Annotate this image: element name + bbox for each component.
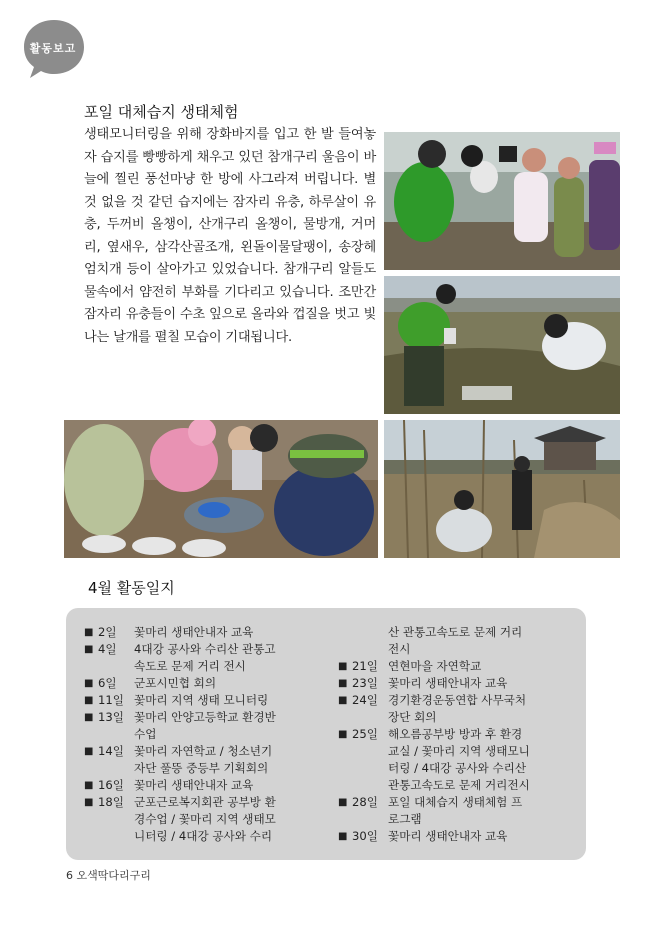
log-entry (338, 760, 574, 777)
log-entry (84, 811, 320, 828)
log-text: 군포시민협 회의 (134, 676, 217, 690)
bullet-icon (84, 726, 98, 743)
log-day: 25일 (352, 727, 378, 741)
log-day (98, 658, 134, 675)
log-day: 30일 (352, 829, 378, 843)
log-day (98, 828, 134, 845)
bullet-icon (338, 709, 352, 726)
photo-children-observing (384, 132, 620, 270)
log-entry (338, 726, 574, 743)
log-text: 전시 (388, 642, 411, 656)
log-day: 4일 (98, 642, 117, 656)
photo-wetland-pavilion (384, 420, 620, 558)
log-column-right (338, 624, 574, 845)
log-entry (338, 709, 574, 726)
bullet-icon (84, 658, 98, 675)
log-day (98, 726, 134, 743)
bullet-icon: ■ (338, 797, 348, 808)
bullet-icon: ■ (84, 678, 94, 689)
log-text: 꽃마리 지역 생태 모니터링 (134, 693, 269, 707)
log-entry (84, 658, 320, 675)
log-day (352, 709, 388, 726)
log-entry (84, 624, 320, 641)
bullet-icon (84, 811, 98, 828)
log-text: 교실 / 꽃마리 지역 생태모니 (388, 744, 530, 758)
log-day: 14일 (98, 744, 124, 758)
log-text: 수업 (134, 727, 157, 741)
log-day: 28일 (352, 795, 378, 809)
log-text: 꽃마리 안양고등학교 환경반 (134, 710, 276, 724)
log-entry (84, 709, 320, 726)
bullet-icon: ■ (84, 780, 94, 791)
log-day (352, 777, 388, 794)
log-day (98, 811, 134, 828)
log-text: 해오름공부방 방과 후 환경 (388, 727, 523, 741)
bullet-icon: ■ (84, 797, 94, 808)
bullet-icon: ■ (84, 627, 94, 638)
log-day: 16일 (98, 778, 124, 792)
activity-log-box (66, 608, 586, 860)
log-entry (84, 828, 320, 845)
bullet-icon: ■ (84, 746, 94, 757)
log-entry (84, 641, 320, 658)
log-day (352, 760, 388, 777)
bullet-icon: ■ (338, 678, 348, 689)
bullet-icon (338, 743, 352, 760)
bullet-icon (338, 624, 352, 641)
log-entry (84, 726, 320, 743)
log-text: 속도로 문제 거리 전시 (134, 659, 246, 673)
log-entry (338, 828, 574, 845)
log-day (352, 624, 388, 641)
log-entry (84, 777, 320, 794)
badge-label: 활동보고 (29, 42, 77, 55)
log-entry (84, 794, 320, 811)
bullet-icon (338, 760, 352, 777)
log-entry (84, 692, 320, 709)
log-entry (338, 641, 574, 658)
log-text: 연현마을 자연학교 (388, 659, 482, 673)
log-entry (84, 760, 320, 777)
log-day: 23일 (352, 676, 378, 690)
bullet-icon: ■ (338, 695, 348, 706)
log-day: 24일 (352, 693, 378, 707)
log-text: 자단 풀뜽 중등부 기획회의 (134, 761, 269, 775)
log-day: 2일 (98, 625, 117, 639)
bullet-icon: ■ (84, 695, 94, 706)
log-text: 터링 / 4대강 공사와 수리산 (388, 761, 527, 775)
bullet-icon: ■ (338, 729, 348, 740)
log-day: 11일 (98, 693, 124, 707)
bullet-icon: ■ (84, 644, 94, 655)
log-day (352, 811, 388, 828)
log-text: 장단 회의 (388, 710, 437, 724)
log-title: 4월 활동일지 (88, 579, 175, 597)
article-title: 포일 대체습지 생태체험 (84, 103, 239, 121)
log-entry (84, 675, 320, 692)
log-entry (338, 692, 574, 709)
log-text: 경기환경운동연합 사무국처 (388, 693, 527, 707)
log-entry (338, 743, 574, 760)
log-entry (338, 794, 574, 811)
log-day (352, 743, 388, 760)
log-text: 경수업 / 꽃마리 지역 생태모 (134, 812, 276, 826)
bullet-icon (84, 828, 98, 845)
log-text: 꽃마리 자연학교 / 청소년기 (134, 744, 273, 758)
bullet-icon: ■ (338, 831, 348, 842)
log-day: 18일 (98, 795, 124, 809)
log-text: 4대강 공사와 수리산 관통고 (134, 642, 276, 656)
bullet-icon: ■ (338, 661, 348, 672)
bullet-icon (338, 811, 352, 828)
log-text: 군포근로복지회관 공부방 환 (134, 795, 276, 809)
page-footer: 6 오색딱다리구리 (66, 869, 151, 882)
log-text: 꽃마리 생태안내자 교육 (134, 778, 254, 792)
article-body: 생태모니터링을 위해 장화바지를 입고 한 발 들여놓자 습지를 빵빵하게 채우고 있던 참개구리 울음이 바늘에 찔린 풍선마냥 한 방에 사그라져 버립니다. 별것 없을 것 같던 습지에는 잠자리 유충, 하루살이 유충, 두꺼비 올챙이, 산개구리 올챙이, 물방개, 거머리, 옆새우, 삼각산골조개, 왼돌이물달팽이, 송장헤엄치개 등이 살아가고 있었습니다. 참개구리 알들도 물속에서 얌전히 부화를 기다리고 있습니다. 조만간 잠자리 유충들이 수초 잎으로 올라와 껍질을 벗고 빛나는 날개를 펼칠 모습이 기대됩니다. (84, 127, 376, 345)
photo-children-with-tray (64, 420, 378, 558)
log-text: 산 관통고속도로 문제 거리 (388, 625, 523, 639)
photo-wetland-sampling (384, 276, 620, 414)
bullet-icon: ■ (84, 712, 94, 723)
bullet-icon (338, 641, 352, 658)
log-day: 13일 (98, 710, 124, 724)
section-badge (22, 18, 88, 80)
log-entry (338, 777, 574, 794)
log-entry (338, 675, 574, 692)
log-entry (338, 658, 574, 675)
log-text: 로그램 (388, 812, 422, 826)
log-text: 관통고속도로 문제 거리전시 (388, 778, 530, 792)
log-entry (84, 743, 320, 760)
log-text: 꽃마리 생태안내자 교육 (388, 829, 508, 843)
log-text: 포일 대체습지 생태체험 프 (388, 795, 523, 809)
log-day: 6일 (98, 676, 117, 690)
log-text: 꽃마리 생태안내자 교육 (134, 625, 254, 639)
log-day (98, 760, 134, 777)
log-day (352, 641, 388, 658)
log-entry (338, 811, 574, 828)
log-text: 꽃마리 생태안내자 교육 (388, 676, 508, 690)
bullet-icon (84, 760, 98, 777)
log-text: 니터링 / 4대강 공사와 수리 (134, 829, 273, 843)
log-entry (338, 624, 574, 641)
bullet-icon (338, 777, 352, 794)
log-day: 21일 (352, 659, 378, 673)
log-column-left (84, 624, 320, 845)
